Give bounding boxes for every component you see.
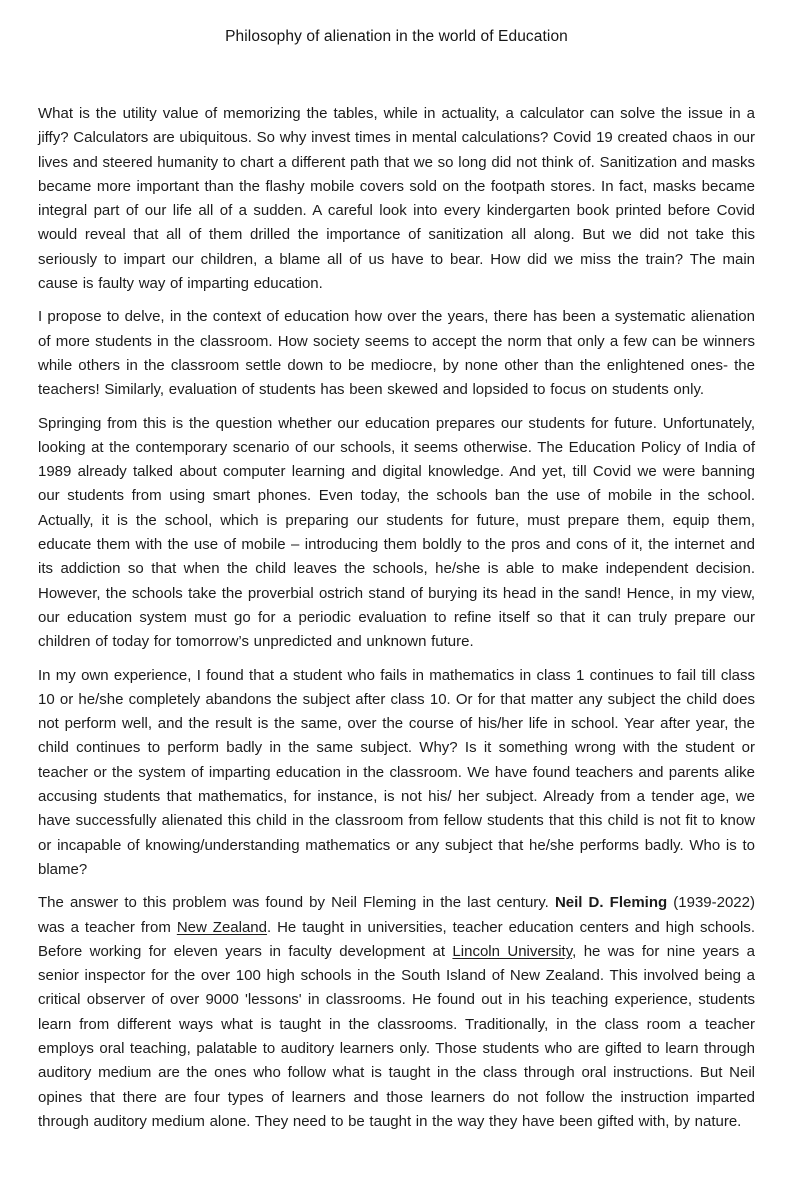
text-segment: Lincoln University — [452, 942, 573, 960]
text-segment: (1939-2022) was a teacher from — [38, 894, 755, 936]
text-segment: What is the utility value of memorizing the tables, while in actuality, a calculator can solve the issue in a jiffy? Calculators are ubiquitous. So why invest times in mental calculations? Covid 19 created chaos in our lives and steered humanity to chart a different path that we so long did not think of. Sanitization and masks became more important than the flashy mobile covers sold on the footpath stores. In fact, masks became integral part of our life all of a sudden. A careful look into every kindergarten book printed before Covid would reveal that all of them drilled the importance of sanitization all along. But we did not take this seriously to impart our children, a blame all of us have to bear. How did we miss the train? The main cause is faulty way of imparting education. — [38, 105, 755, 293]
page-title: Philosophy of alienation in the world of Education — [225, 28, 568, 45]
text-segment: Neil D. Fleming — [554, 894, 668, 912]
paragraph — [38, 664, 755, 883]
text-segment: New Zealand — [176, 918, 267, 936]
text-segment: I propose to delve, in the context of education how over the years, there has been a systematic alienation of more students in the classroom. How society seems to accept the norm that only a few can be winners while others in the classroom settle down to be mediocre, by none other than the enlightened ones- the teachers! Similarly, evaluation of students has been skewed and lopsided to focus on students only. — [38, 308, 755, 399]
paragraph — [38, 102, 755, 296]
text-segment: In my own experience, I found that a student who fails in mathematics in class 1 continues to fail till class 10 or he/she completely abandons the subject after class 10. Or for that matter any subject the child does not perform well, and the result is the same, over the course of his/her life in school. Year after year, the child continues to perform badly in the same subject. Why? Is it something wrong with the student or teacher or the system of imparting education in the classroom. We have found teachers and parents alike accusing students that mathematics, for instance, is not his/ her subject. Already from a tender age, we have successfully alienated this child in the classroom from fellow students that this child is not fit to know or incapable of knowing/understanding mathematics or any subject that he/she performs badly. Who is to blame? — [38, 666, 755, 878]
document-body — [38, 102, 755, 1134]
text-segment: Springing from this is the question whether our education prepares our students for future. Unfortunately, looking at the contemporary scenario of our schools, it seems otherwise. The Education Policy of India of 1989 already talked about computer learning and digital knowledge. And yet, till Covid we were banning our students from using smart phones. Even today, the schools ban the use of mobile in the school. Actually, it is the school, which is preparing our students for future, must prepare them, equip them, educate them with the use of mobile – introducing them boldly to the pros and cons of it, the internet and its addiction so that when the child leaves the schools, he/she is able to make independent decision. However, the schools take the proverbial ostrich stand of burying its head in the sand! Hence, in my view, our education system must go for a periodic evaluation to refine itself so that it can truly prepare our children of today for tomorrow’s unpredicted and unknown future. — [38, 414, 755, 651]
text-segment: The answer to this problem was found by Neil Fleming in the last century. — [38, 894, 555, 912]
paragraph — [38, 891, 755, 1134]
text-segment: . He taught in universities, teacher education centers and high schools. Before working for eleven years in faculty development at — [38, 918, 756, 960]
paragraph — [38, 305, 755, 402]
text-segment: , he was for nine years a senior inspector for the over 100 high schools in the South Island of New Zealand. This involved being a critical observer of over 9000 'lessons' in classrooms. He found out in his teaching experience, students learn from different ways what is taught in the classrooms. Traditionally, in the class room a teacher employs oral teaching, palatable to auditory learners only. Those students who are gifted to learn through auditory medium are the ones who follow what is taught in the class through oral instructions. But Neil opines that there are four types of learners and those learners do not follow the instruction imparted through auditory medium alone. They need to be taught in the way they have been gifted with, by nature. — [38, 942, 756, 1130]
paragraph — [38, 412, 755, 655]
